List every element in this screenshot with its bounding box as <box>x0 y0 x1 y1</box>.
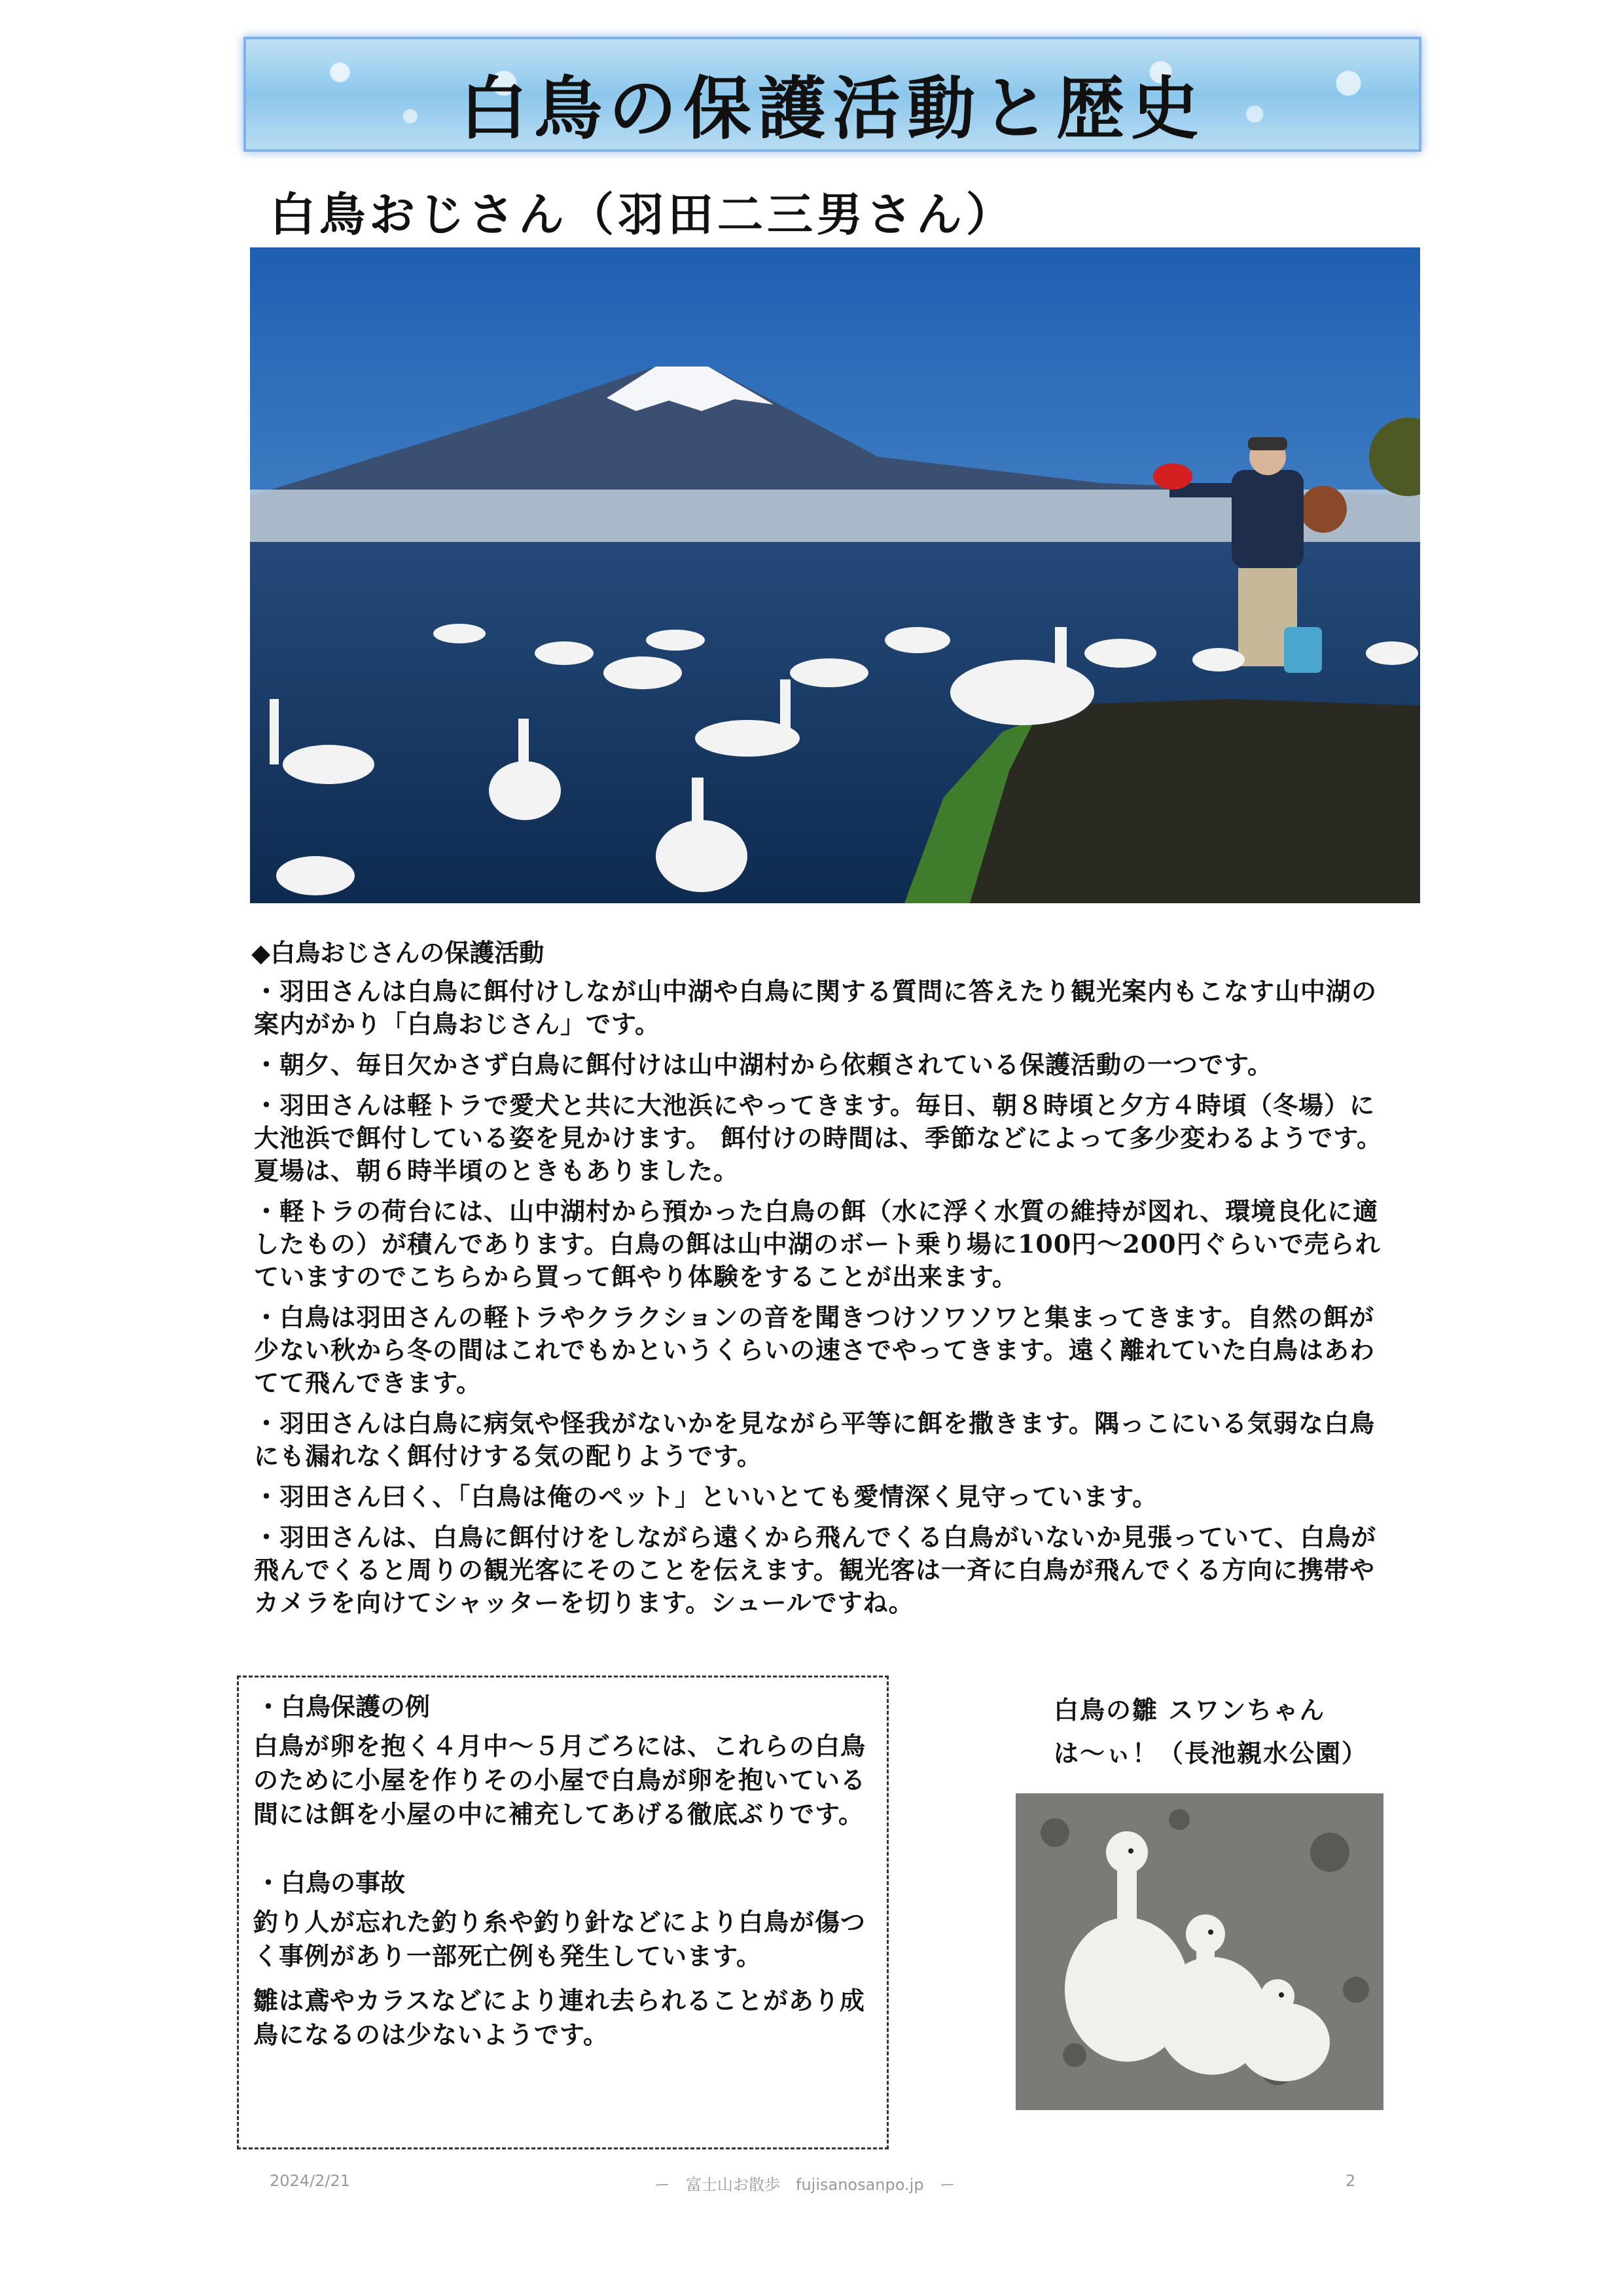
box-text-accidents: 釣り人が忘れた釣り糸や釣り針などにより白鳥が傷つく事例があり一部死亡例も発生しています。 <box>253 1907 866 1971</box>
box-heading-accidents: ・白鳥の事故 <box>256 1868 406 1897</box>
footer-date: 2024/2/21 <box>270 2172 351 2190</box>
paragraph: ・羽田さんは白鳥に餌付けしなが山中湖や白鳥に関する質問に答えたり観光案内もこなす山中湖の案内がかり「白鳥おじさん」です。 <box>254 977 1378 1039</box>
footer-site: ー 富士山お散歩 fujisanosanpo.jp ー <box>654 2176 955 2194</box>
cygnet-caption <box>1054 1689 1394 1775</box>
cygnet-caption-line-2: は～ぃ！（長池親水公園） <box>1054 1738 1368 1768</box>
page-title: 白鳥の保護活動と歴史 <box>459 68 1205 149</box>
title-banner <box>243 37 1421 152</box>
cygnets-illustration <box>1016 1793 1383 2110</box>
main-photo <box>250 247 1420 903</box>
paragraph: ・羽田さん曰く、「白鳥は俺のペット」といいとても愛情深く見守っています。 <box>254 1482 1158 1511</box>
cygnet-photo <box>1016 1793 1383 2110</box>
lake-fuji-swans-illustration <box>250 247 1420 903</box>
box-text-chicks: 雛は鳶やカラスなどにより連れ去られることがあり成鳥になるのは少ないようです。 <box>253 1986 865 2049</box>
section-heading: ◆白鳥おじさんの保護活動 <box>251 938 544 967</box>
paragraph: ・羽田さんは、白鳥に餌付けをしながら遠くから飛んでくる白鳥がいないか見張っていて、白鳥が飛んでくると周りの観光客にそのことを伝えます。観光客は一斉に白鳥が飛んでくる方向に携帯やカメラを向けてシャッターを切ります。シュールですね。 <box>254 1522 1377 1617</box>
subtitle: 白鳥おじさん（羽田二三男さん） <box>270 187 1016 242</box>
activity-paragraphs <box>254 975 1393 1627</box>
protection-examples-box <box>237 1676 889 2149</box>
paragraph: ・羽田さんは軽トラで愛犬と共に大池浜にやってきます。毎日、朝８時頃と夕方４時頃（冬場）に大池浜で餌付している姿を見かけます。 餌付けの時間は、季節などによって多少変わるようです。夏場は、朝６時半頃のときもありました。 <box>254 1090 1383 1185</box>
box-text-protection: 白鳥が卵を抱く４月中～５月ごろには、これらの白鳥のために小屋を作りその小屋で白鳥が卵を抱いている間には餌を小屋の中に補充してあげる徹底ぶりです。 <box>253 1731 866 1829</box>
footer-page-number: 2 <box>1346 2172 1356 2190</box>
paragraph: ・軽トラの荷台には、山中湖村から預かった白鳥の餌（水に浮く水質の維持が図れ、環境良化に適したもの）が積んであります。白鳥の餌は山中湖のボート乗り場に100円～200円ぐらいで売られていますのでこちらから買って餌やり体験をすることが出来ます。 <box>254 1196 1381 1291</box>
cygnet-caption-line-1: 白鳥の雛 スワンちゃん <box>1054 1695 1326 1725</box>
paragraph: ・羽田さんは白鳥に病気や怪我がないかを見ながら平等に餌を撒きます。隅っこにいる気弱な白鳥にも漏れなく餌付けする気の配りようです。 <box>254 1408 1375 1471</box>
paragraph: ・朝夕、毎日欠かさず白鳥に餌付けは山中湖村から依頼されている保護活動の一つです。 <box>254 1050 1273 1079</box>
paragraph: ・白鳥は羽田さんの軽トラやクラクションの音を聞きつけソワソワと集まってきます。自然の餌が少ない秋から冬の間はこれでもかというくらいの速さでやってきます。遠く離れていた白鳥はあわてて飛んできます。 <box>254 1302 1375 1397</box>
box-heading-protection: ・白鳥保護の例 <box>256 1692 431 1721</box>
